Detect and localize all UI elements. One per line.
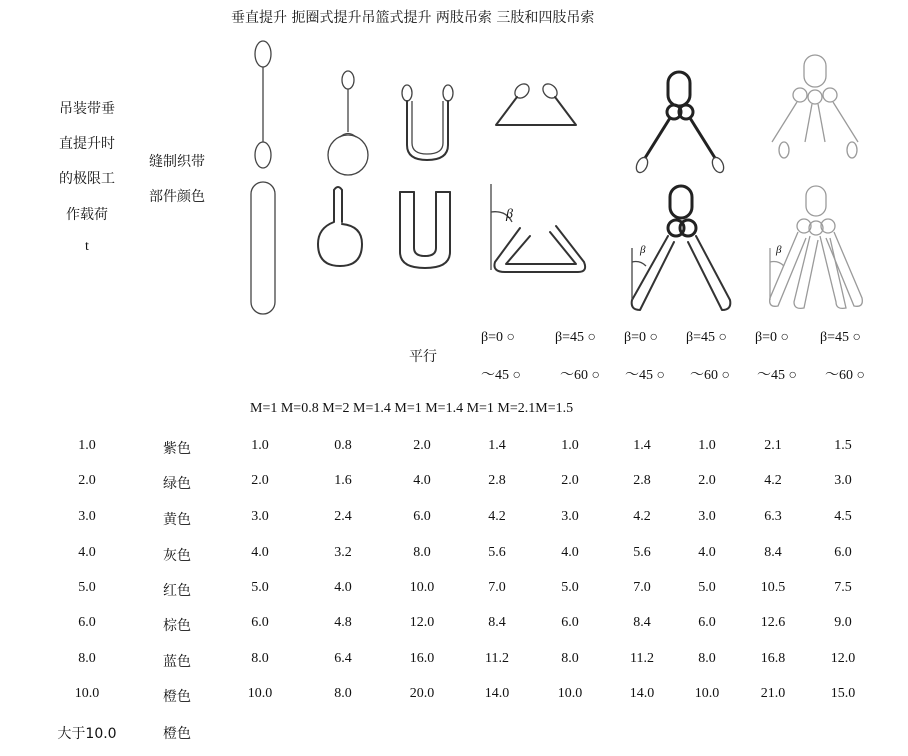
methods-header: 垂直提升 扼圈式提升吊篮式提升 两肢吊索 三肢和四肢吊索 bbox=[231, 10, 595, 26]
value-cell: 5.6 bbox=[488, 545, 506, 560]
m-factors: M=1 M=0.8 M=2 M=1.4 M=1 M=1.4 M=1 M=2.1M=1.5 bbox=[250, 401, 574, 416]
wll-cell: 大于10.0 bbox=[57, 726, 117, 742]
value-cell: 14.0 bbox=[484, 686, 510, 701]
color-cell: 橙色 bbox=[163, 726, 191, 742]
value-cell: 11.2 bbox=[630, 651, 654, 666]
value-cell: 10.0 bbox=[694, 686, 720, 701]
value-cell: 2.4 bbox=[334, 509, 352, 524]
value-cell: 2.0 bbox=[251, 473, 269, 488]
color-cell: 蓝色 bbox=[163, 654, 191, 670]
two-leg-sling-icon bbox=[632, 72, 731, 310]
angle-label: β=0 ○ bbox=[481, 330, 515, 345]
wll-cell: 5.0 bbox=[78, 580, 96, 595]
value-cell: 5.0 bbox=[698, 580, 716, 595]
value-cell: 3.0 bbox=[561, 509, 579, 524]
value-cell: 5.6 bbox=[633, 545, 651, 560]
value-cell: 1.0 bbox=[251, 438, 269, 453]
wll-cell: 2.0 bbox=[78, 473, 96, 488]
wll-cell: 4.0 bbox=[78, 545, 96, 560]
value-cell: 3.0 bbox=[834, 473, 852, 488]
angle-label: ～45 ○ bbox=[757, 368, 797, 383]
color-cell: 紫色 bbox=[163, 441, 191, 457]
color-cell: 绿色 bbox=[163, 476, 191, 492]
beta-label: β bbox=[776, 244, 782, 256]
value-cell: 8.0 bbox=[334, 686, 352, 701]
value-cell: 11.2 bbox=[485, 651, 509, 666]
angle-label: ～60 ○ bbox=[690, 368, 730, 383]
value-cell: 6.0 bbox=[698, 615, 716, 630]
value-cell: 4.0 bbox=[334, 580, 352, 595]
value-cell: 3.0 bbox=[251, 509, 269, 524]
value-cell: 10.5 bbox=[760, 580, 786, 595]
parallel-label: 平行 bbox=[409, 349, 437, 365]
wll-cell: 3.0 bbox=[78, 509, 96, 524]
value-cell: 4.0 bbox=[413, 473, 431, 488]
value-cell: 4.2 bbox=[633, 509, 651, 524]
angle-label: β=45 ○ bbox=[555, 330, 596, 345]
value-cell: 7.0 bbox=[488, 580, 506, 595]
color-cell: 橙色 bbox=[163, 689, 191, 705]
value-cell: 14.0 bbox=[629, 686, 655, 701]
value-cell: 12.0 bbox=[409, 615, 435, 630]
wll-cell: 8.0 bbox=[78, 651, 96, 666]
value-cell: 5.0 bbox=[561, 580, 579, 595]
value-cell: 8.4 bbox=[488, 615, 506, 630]
color-cell: 红色 bbox=[163, 583, 191, 599]
wll-label-line: 作载荷 bbox=[66, 207, 108, 223]
value-cell: 10.0 bbox=[409, 580, 435, 595]
value-cell: 6.0 bbox=[251, 615, 269, 630]
vertical-lift-icon bbox=[251, 41, 275, 314]
value-cell: 2.0 bbox=[561, 473, 579, 488]
value-cell: 0.8 bbox=[334, 438, 352, 453]
value-cell: 2.0 bbox=[698, 473, 716, 488]
basket-angle-icon bbox=[491, 81, 585, 272]
value-cell: 6.0 bbox=[561, 615, 579, 630]
value-cell: 7.0 bbox=[633, 580, 651, 595]
angle-label: β=45 ○ bbox=[820, 330, 861, 345]
value-cell: 2.8 bbox=[633, 473, 651, 488]
value-cell: 12.6 bbox=[760, 615, 786, 630]
value-cell: 7.5 bbox=[834, 580, 852, 595]
color-cell: 棕色 bbox=[163, 618, 191, 634]
value-cell: 2.1 bbox=[764, 438, 782, 453]
value-cell: 1.4 bbox=[488, 438, 506, 453]
value-cell: 4.0 bbox=[251, 545, 269, 560]
wll-label-line: 直提升时 bbox=[59, 136, 115, 152]
value-cell: 4.2 bbox=[764, 473, 782, 488]
value-cell: 1.0 bbox=[561, 438, 579, 453]
value-cell: 16.0 bbox=[409, 651, 435, 666]
beta-label: β bbox=[640, 244, 646, 256]
value-cell: 3.2 bbox=[334, 545, 352, 560]
value-cell: 2.0 bbox=[413, 438, 431, 453]
angle-label: β=45 ○ bbox=[686, 330, 727, 345]
value-cell: 1.6 bbox=[334, 473, 352, 488]
value-cell: 4.5 bbox=[834, 509, 852, 524]
angle-label: ～45 ○ bbox=[625, 368, 665, 383]
value-cell: 5.0 bbox=[251, 580, 269, 595]
angle-label: ～60 ○ bbox=[560, 368, 600, 383]
value-cell: 10.0 bbox=[557, 686, 583, 701]
value-cell: 1.5 bbox=[834, 438, 852, 453]
color-cell: 黄色 bbox=[163, 512, 191, 528]
value-cell: 10.0 bbox=[247, 686, 273, 701]
value-cell: 6.0 bbox=[413, 509, 431, 524]
value-cell: 16.8 bbox=[760, 651, 786, 666]
value-cell: 8.4 bbox=[633, 615, 651, 630]
wll-cell: 1.0 bbox=[78, 438, 96, 453]
value-cell: 15.0 bbox=[830, 686, 856, 701]
wll-cell: 6.0 bbox=[78, 615, 96, 630]
wll-unit: t bbox=[85, 239, 89, 254]
value-cell: 6.3 bbox=[764, 509, 782, 524]
angle-label: β=0 ○ bbox=[624, 330, 658, 345]
wll-label-line: 的极限工 bbox=[59, 171, 115, 187]
value-cell: 12.0 bbox=[830, 651, 856, 666]
value-cell: 1.4 bbox=[633, 438, 651, 453]
color-cell: 灰色 bbox=[163, 548, 191, 564]
color-label-line: 部件颜色 bbox=[149, 189, 205, 205]
basket-lift-icon bbox=[400, 85, 453, 268]
value-cell: 1.0 bbox=[698, 438, 716, 453]
value-cell: 6.4 bbox=[334, 651, 352, 666]
wll-label-line: 吊装带垂 bbox=[59, 101, 115, 117]
value-cell: 3.0 bbox=[698, 509, 716, 524]
value-cell: 4.2 bbox=[488, 509, 506, 524]
wll-cell: 10.0 bbox=[74, 686, 100, 701]
multi-leg-sling-icon bbox=[770, 55, 863, 308]
value-cell: 4.0 bbox=[698, 545, 716, 560]
value-cell: 20.0 bbox=[409, 686, 435, 701]
value-cell: 21.0 bbox=[760, 686, 786, 701]
value-cell: 4.0 bbox=[561, 545, 579, 560]
angle-label: β=0 ○ bbox=[755, 330, 789, 345]
value-cell: 8.0 bbox=[413, 545, 431, 560]
value-cell: 8.0 bbox=[251, 651, 269, 666]
angle-label: ～45 ○ bbox=[481, 368, 521, 383]
choke-lift-icon bbox=[318, 71, 368, 266]
value-cell: 8.0 bbox=[698, 651, 716, 666]
angle-label: ～60 ○ bbox=[825, 368, 865, 383]
value-cell: 2.8 bbox=[488, 473, 506, 488]
beta-label: β bbox=[506, 207, 513, 222]
color-label-line: 缝制织带 bbox=[149, 154, 205, 170]
value-cell: 6.0 bbox=[834, 545, 852, 560]
value-cell: 4.8 bbox=[334, 615, 352, 630]
sling-illustrations bbox=[0, 0, 908, 330]
value-cell: 8.4 bbox=[764, 545, 782, 560]
value-cell: 9.0 bbox=[834, 615, 852, 630]
value-cell: 8.0 bbox=[561, 651, 579, 666]
